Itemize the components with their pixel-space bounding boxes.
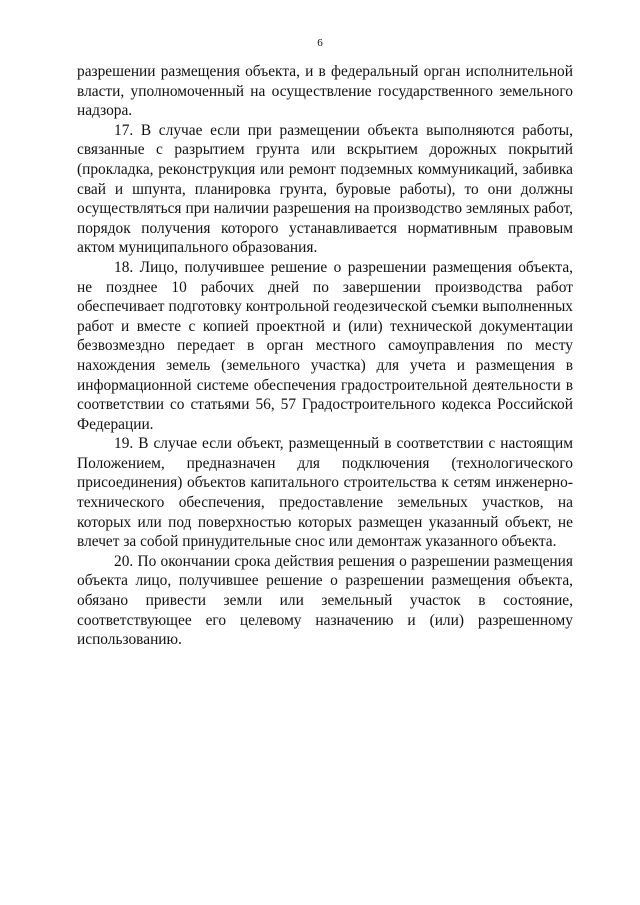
paragraph-20: 20. По окончании срока действия решения о разрешении размещения объекта лицо, получившее решение о разрешении размещения объекта, обязано привести земли или земельный участок в состояние, соответствующее его целевому назначению и (или) разрешенному использованию. xyxy=(77,552,573,649)
page-number: 6 xyxy=(317,37,323,49)
paragraph-18: 18. Лицо, получившее решение о разрешении размещения объекта, не позднее 10 рабочих дней по завершении производства работ обеспечивает подготовку контрольной геодезической съемки выполненных работ и вместе с копией проектной и (или) технической документации безвозмездно передает в орган местного самоуправления по месту нахождения земель (земельного участка) для учета и размещения в информационной системе обеспечения градостроительной деятельности в соответствии со статьями 56, 57 Градостроительного кодекса Российской Федерации. xyxy=(77,258,573,433)
paragraph-19: 19. В случае если объект, размещенный в соответствии с настоящим Положением, предназначен для подключения (технологического присоединения) объектов капитального строительства к сетям инженерно-технического обеспечения, предоставление земельных участков, на которых или под поверхностью которых размещен указанный объект, не влечет за собой принудительные снос или демонтаж указанного объекта. xyxy=(77,435,573,551)
document-body xyxy=(77,62,573,650)
paragraph-continuation: разрешении размещения объекта, и в федеральный орган исполнительной власти, уполномоченный на осуществление государственного земельного надзора. xyxy=(77,63,573,120)
paragraph-17: 17. В случае если при размещении объекта выполняются работы, связанные с разрытием грунта или вскрытием дорожных покрытий (прокладка, реконструкция или ремонт подземных коммуникаций, забивка свай и шпунта, планировка грунта, буровые работы), то они должны осуществляться при наличии разрешения на производство земляных работ, порядок получения которого устанавливается нормативным правовым актом муниципального образования. xyxy=(77,121,573,257)
